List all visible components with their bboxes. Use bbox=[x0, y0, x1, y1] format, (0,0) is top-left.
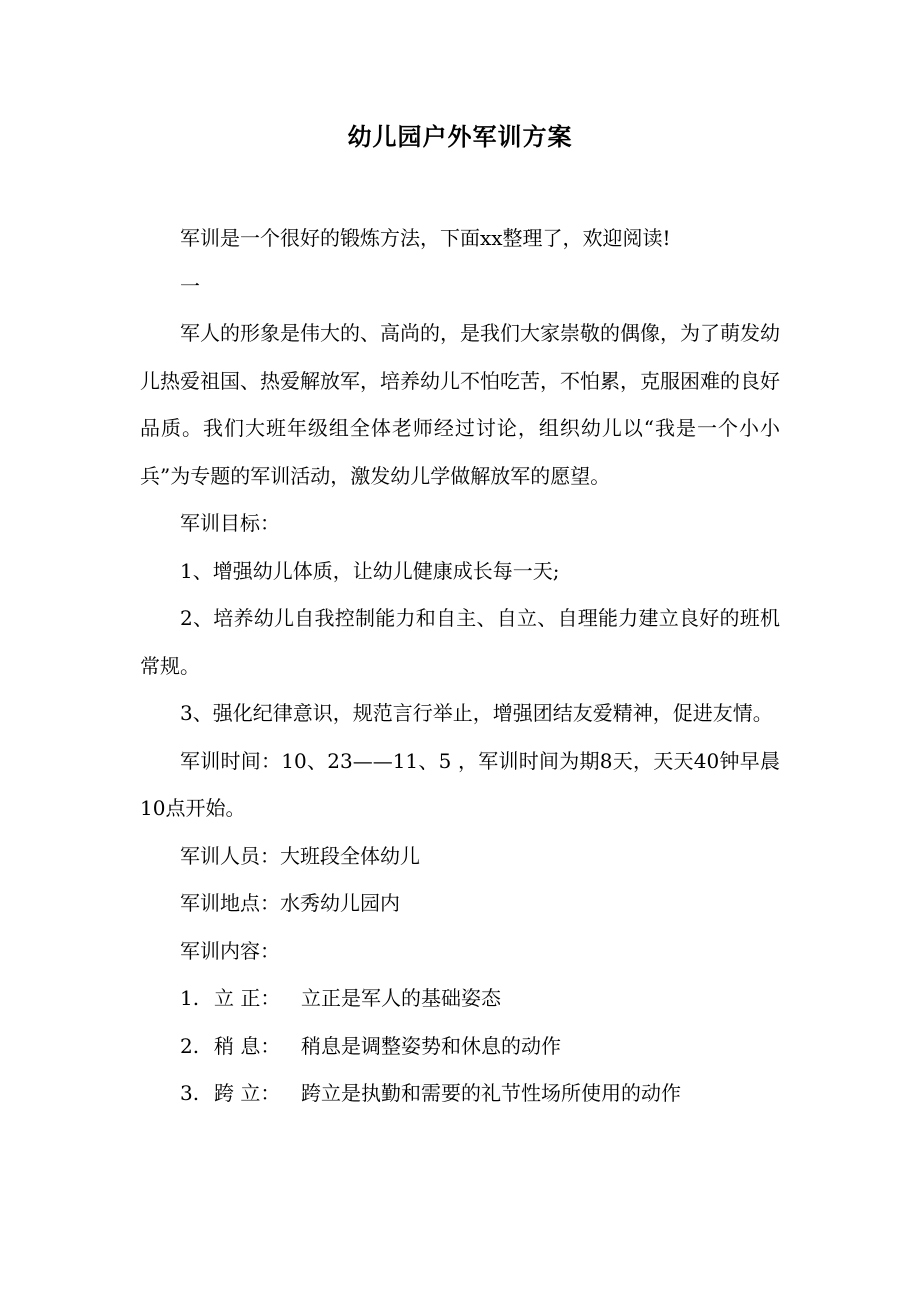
goal-item: 3、强化纪律意识，规范言行举止，增强团结友爱精神，促进友情。 bbox=[180, 701, 773, 725]
item-name: 稍 息： bbox=[214, 1033, 281, 1058]
item-description: 跨立是执勤和需要的礼节性场所使用的动作 bbox=[301, 1081, 681, 1105]
item-number: 2. bbox=[180, 1033, 200, 1058]
item-name: 立 正： bbox=[214, 986, 281, 1010]
intro-paragraph: 军训是一个很好的锻炼方法，下面xx整理了，欢迎阅读! bbox=[180, 226, 671, 250]
goals-heading: 军训目标： bbox=[180, 511, 280, 535]
goal-item: 2、培养幼儿自我控制能力和自主、自立、自理能力建立良好的班机常规。 bbox=[140, 606, 780, 678]
item-number: 3. bbox=[180, 1081, 200, 1105]
training-personnel: 军训人员：大班段全体幼儿 bbox=[180, 843, 420, 868]
section-marker: 一 bbox=[180, 273, 200, 298]
document-title: 幼儿园户外军训方案 bbox=[347, 122, 573, 151]
training-time: 军训时间：10、23——11、5 ，军训时间为期8天，天天40钟早晨10点开始。 bbox=[140, 748, 780, 820]
goal-item: 1、增强幼儿体质，让幼儿健康成长每一天; bbox=[180, 558, 560, 583]
content-item bbox=[140, 1023, 780, 1071]
content-item bbox=[140, 1070, 780, 1118]
paragraph-background: 军人的形象是伟大的、高尚的，是我们大家崇敬的偶像，为了萌发幼儿热爱祖国、热爱解放军，培养幼儿不怕吃苦，不怕累，克服困难的良好品质。我们大班年级组全体老师经过讨论，组织幼儿以“我是一个小小兵”为专题的军训活动，激发幼儿学做解放军的愿望。 bbox=[140, 321, 780, 488]
content-item bbox=[140, 975, 780, 1023]
training-location: 军训地点：水秀幼儿园内 bbox=[180, 891, 400, 915]
item-description: 立正是军人的基础姿态 bbox=[301, 986, 501, 1010]
content-heading: 军训内容： bbox=[180, 938, 280, 963]
item-description: 稍息是调整姿势和休息的动作 bbox=[301, 1033, 561, 1058]
document-body bbox=[140, 215, 780, 1118]
item-number: 1. bbox=[180, 986, 200, 1010]
item-name: 跨 立： bbox=[214, 1081, 281, 1105]
